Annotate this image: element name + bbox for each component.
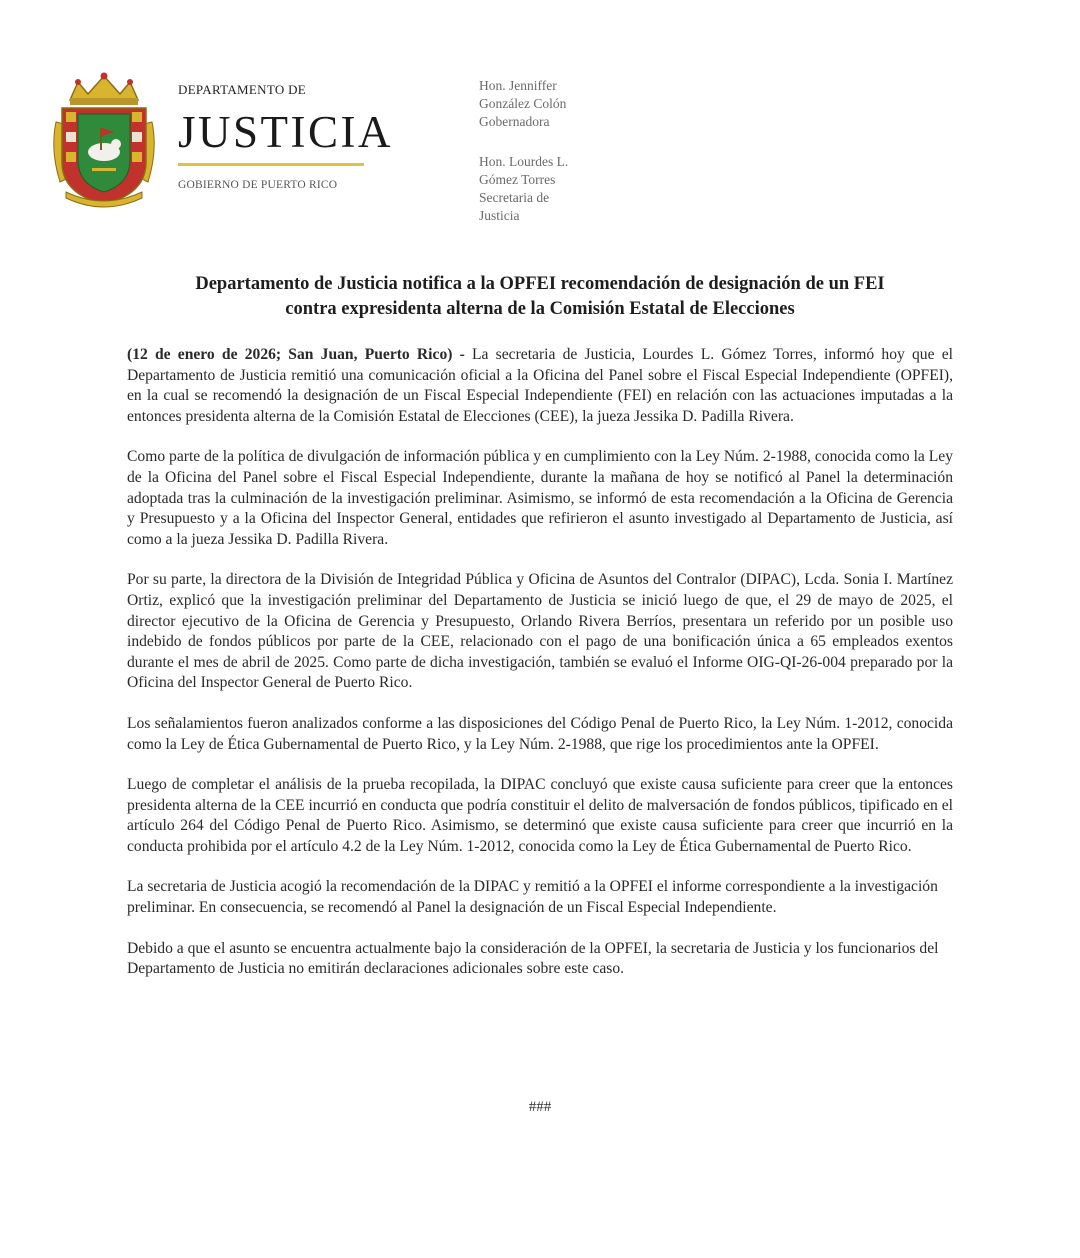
official-secretary <box>479 153 619 225</box>
dateline: (12 de enero de 2026; San Juan, Puerto Rico) - <box>127 346 465 363</box>
official-line: González Colón <box>479 96 567 111</box>
official-line: Secretaria de <box>479 190 550 205</box>
coat-of-arms-seal-icon <box>48 70 160 210</box>
paragraph-6: La secretaria de Justicia acogió la recomendación de la DIPAC y remitió a la OPFEI el informe correspondiente a la investigación preliminar. En consecuencia, se recomendó al Panel la designación de un Fiscal Especial Independiente. <box>127 878 938 917</box>
paragraph-7: Debido a que el asunto se encuentra actualmente bajo la consideración de la OPFEI, la secretaria de Justicia y los funcionarios del Departamento de Justicia no emitirán declaraciones adicionales sobre este caso. <box>127 939 939 978</box>
official-line: Gómez Torres <box>479 172 556 187</box>
headline-line-1: Departamento de Justicia notifica a la OPFEI recomendación de designación de un FEI <box>195 274 885 294</box>
official-line: Hon. Jenniffer <box>479 78 557 93</box>
department-of-label: DEPARTAMENTO DE <box>178 82 306 97</box>
officials-list <box>479 77 619 225</box>
letterhead <box>0 0 1080 240</box>
paragraph-1 <box>127 345 953 427</box>
official-line: Hon. Lourdes L. <box>479 154 569 169</box>
paragraph-5: Luego de completar el análisis de la prueba recopilada, la DIPAC concluyó que existe causa suficiente para creer que la entonces presidenta alterna de la CEE incurrió en conducta que podría constituir el delito de malversación de fondos públicos, tipificado en el artículo 264 del Código Penal de Puerto Rico. Asimismo, se determinó que existe causa suficiente para creer que incurrió en la conducta prohibida por el artículo 4.2 de la Ley Núm. 1-2012, conocida como la Ley de Ética Gubernamental de Puerto Rico. <box>127 776 953 855</box>
official-line: Justicia <box>479 208 520 223</box>
official-line: Gobernadora <box>479 114 550 129</box>
department-name: JUSTICIA <box>178 107 394 157</box>
paragraph-1-text: La secretaria de Justicia, Lourdes L. Gómez Torres, informó hoy que el Departamento de Justicia remitió una comunicación oficial a la Oficina del Panel sobre el Fiscal Especial Independiente (OPFEI), en la cual se recomendó la designación de un Fiscal Especial Independiente (FEI) en relación con las actuaciones imputadas a la entonces presidenta alterna de la Comisión Estatal de Elecciones (CEE), la jueza Jessika D. Padilla Rivera. <box>127 346 953 425</box>
press-release-headline <box>100 272 980 322</box>
paragraph-2: Como parte de la política de divulgación de información pública y en cumplimiento con la Ley Núm. 2-1988, conocida como la Ley de la Oficina del Panel sobre el Fiscal Especial Independiente, durante la mañana de hoy se notificó al Panel la determinación adoptada tras la culminación de la investigación preliminar. Asimismo, se informó de esta recomendación a la Oficina de Gerencia y Presupuesto y a la Oficina del Inspector General, entidades que refirieron el asunto investigado al Departamento de Justicia, así como a la jueza Jessika D. Padilla Rivera. <box>127 448 953 548</box>
headline-line-2: contra expresidenta alterna de la Comisión Estatal de Elecciones <box>285 299 795 319</box>
end-mark: ### <box>528 1099 552 1115</box>
government-label: GOBIERNO DE PUERTO RICO <box>178 179 338 191</box>
paragraph-3: Por su parte, la directora de la División de Integridad Pública y Oficina de Asuntos del Contralor (DIPAC), Lcda. Sonia I. Martínez Ortiz, explicó que la investigación preliminar del Departamento de Justicia se inició luego de que, el 29 de mayo de 2025, el director ejecutivo de la Oficina de Gerencia y Presupuesto, Orlando Rivera Berríos, presentara un referido por un posible uso indebido de fondos públicos por parte de la CEE, relacionado con el pago de una bonificación única a 65 empleados exentos durante el mes de abril de 2025. Como parte de dicha investigación, también se evaluó el Informe OIG-QI-26-004 preparado por la Oficina del Inspector General de Puerto Rico. <box>127 571 953 692</box>
department-block <box>178 82 438 191</box>
gold-rule-divider <box>178 163 364 166</box>
paragraph-4: Los señalamientos fueron analizados conforme a las disposiciones del Código Penal de Puerto Rico, la Ley Núm. 1-2012, conocida como la Ley de Ética Gubernamental de Puerto Rico, y la Ley Núm. 2-1988, que rige los procedimientos ante la OPFEI. <box>127 714 953 753</box>
official-governor <box>479 77 619 131</box>
press-release-body <box>127 345 953 1000</box>
